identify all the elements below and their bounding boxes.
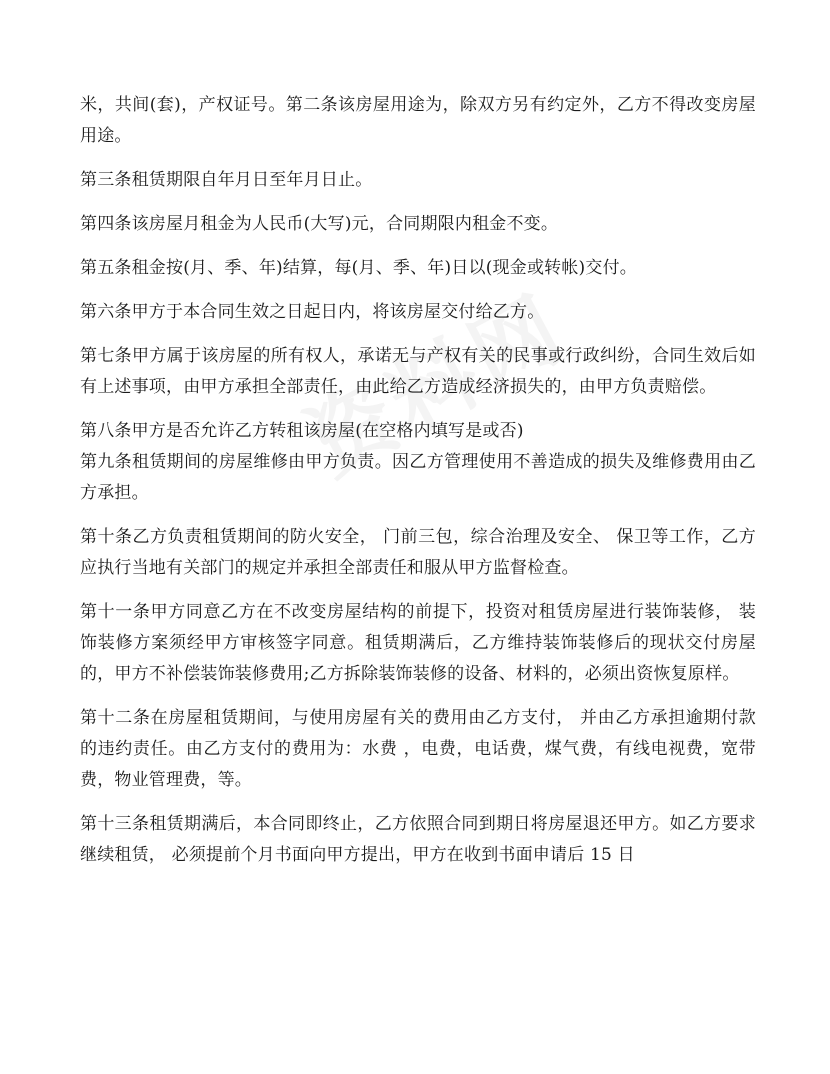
paragraph-article-1-2: 米，共间(套)，产权证号。第二条该房屋用途为，除双方另有约定外，乙方不得改变房屋用途。: [80, 95, 756, 146]
paragraph-article-10: 第十条乙方负责租赁期间的防火安全， 门前三包，综合治理及安全、 保卫等工作，乙方应执行当地有关部门的规定并承担全部责任和服从甲方监督检查。: [80, 527, 756, 578]
paragraph-article-6: 第六条甲方于本合同生效之日起日内，将该房屋交付给乙方。: [80, 302, 545, 322]
paragraph-article-9: 第九条租赁期间的房屋维修由甲方负责。因乙方管理使用不善造成的损失及维修费用由乙方承担。: [80, 452, 756, 503]
document-body: [80, 90, 756, 884]
paragraph-article-13: 第十三条租赁期满后，本合同即终止，乙方依照合同到期日将房屋退还甲方。如乙方要求继续租赁， 必须提前个月书面向甲方提出，甲方在收到书面申请后 15 日: [80, 814, 756, 865]
paragraph-article-4: 第四条该房屋月租金为人民币(大写)元，合同期限内租金不变。: [80, 214, 559, 234]
paragraph-article-7: 第七条甲方属于该房屋的所有权人，承诺无与产权有关的民事或行政纠纷，合同生效后如有上述事项，由甲方承担全部责任，由此给乙方造成经济损失的，由甲方负责赔偿。: [80, 346, 756, 397]
paragraph-article-12: 第十二条在房屋租赁期间，与使用房屋有关的费用由乙方支付， 并由乙方承担逾期付款的违约责任。由乙方支付的费用为：水费 ，电费，电话费，煤气费，有线电视费，宽带费，物业管理费，等。: [80, 708, 756, 790]
paragraph-article-8: 第八条甲方是否允许乙方转租该房屋(在空格内填写是或否): [80, 421, 524, 441]
paragraph-article-3: 第三条租赁期限自年月日至年月日止。: [80, 170, 373, 190]
paragraph-article-11: 第十一条甲方同意乙方在不改变房屋结构的前提下，投资对租赁房屋进行装饰装修， 装饰装修方案须经甲方审核签字同意。租赁期满后，乙方维持装饰装修后的现状交付房屋的，甲方不补偿装饰装修费用;乙方拆除装饰装修的设备、材料的，必须出资恢复原样。: [80, 602, 756, 684]
paragraph-article-5: 第五条租金按(月、季、年)结算，每(月、季、年)日以(现金或转帐)交付。: [80, 258, 637, 278]
